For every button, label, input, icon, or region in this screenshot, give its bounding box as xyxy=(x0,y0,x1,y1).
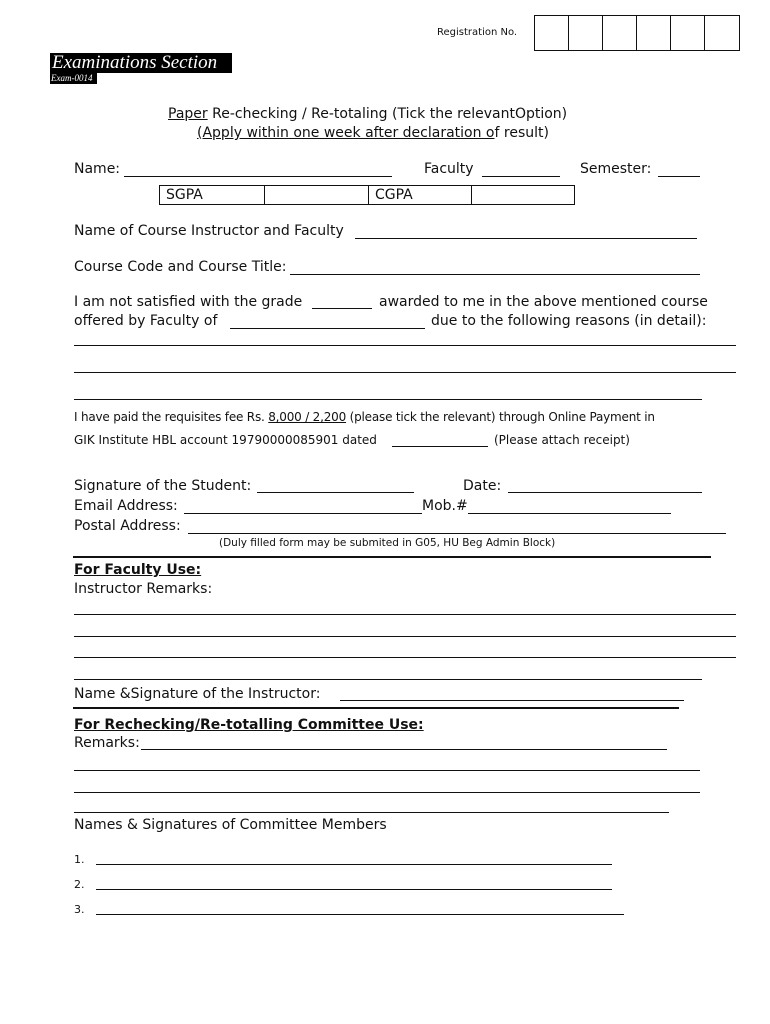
payment-amount: 8,000 / 2,200 xyxy=(268,410,347,424)
sgpa-label: SGPA xyxy=(160,186,265,205)
semester-label: Semester: xyxy=(580,161,652,177)
course-field[interactable] xyxy=(290,274,700,275)
committee-remarks-line[interactable] xyxy=(141,749,667,750)
member-number: 1. xyxy=(74,853,85,866)
submission-note: (Duly filled form may be submited in G05, HU Beg Admin Block) xyxy=(219,537,556,549)
reason-text-1a: I am not satisfied with the grade xyxy=(74,294,303,310)
date-label: Date: xyxy=(463,478,502,494)
grade-table xyxy=(159,185,575,205)
cgpa-value-cell[interactable] xyxy=(472,186,575,205)
instructor-remarks-line[interactable] xyxy=(74,636,736,637)
subtitle-underlined: (Apply within one week after declaration o xyxy=(197,125,495,141)
instructor-remarks-line[interactable] xyxy=(74,679,702,680)
reason-line[interactable] xyxy=(74,399,702,400)
mobile-label: Mob.# xyxy=(422,498,468,514)
email-label: Email Address: xyxy=(74,498,178,514)
mobile-field[interactable] xyxy=(468,513,671,514)
reason-line[interactable] xyxy=(74,345,736,346)
name-field[interactable] xyxy=(124,176,392,177)
instructor-field[interactable] xyxy=(355,238,697,239)
postal-label: Postal Address: xyxy=(74,518,181,534)
reason-line[interactable] xyxy=(74,372,736,373)
section-divider xyxy=(73,556,711,558)
offered-faculty-field[interactable] xyxy=(230,328,425,329)
faculty-field[interactable] xyxy=(482,176,560,177)
sgpa-value-cell[interactable] xyxy=(265,186,369,205)
instructor-sign-label: Name &Signature of the Instructor: xyxy=(74,686,321,702)
cgpa-label: CGPA xyxy=(369,186,472,205)
title-paper: Paper xyxy=(168,106,208,122)
reason-text-2b: due to the following reasons (in detail): xyxy=(431,313,707,329)
reason-text-1b: awarded to me in the above mentioned course xyxy=(379,294,708,310)
section-divider xyxy=(73,707,679,709)
payment-text-2b: (Please attach receipt) xyxy=(494,433,630,447)
title-rechecking: Re-checking / Re-totaling xyxy=(207,106,388,122)
faculty-label: Faculty xyxy=(424,161,474,177)
payment-text-a: I have paid the requisites fee Rs. xyxy=(74,410,265,424)
payment-line-1 xyxy=(74,410,655,424)
member-signature-line[interactable] xyxy=(96,889,612,890)
instructor-remarks-line[interactable] xyxy=(74,657,736,658)
committee-remarks-label: Remarks: xyxy=(74,735,140,751)
signature-label: Signature of the Student: xyxy=(74,478,252,494)
form-code: Exam-0014 xyxy=(50,73,97,84)
postal-field[interactable] xyxy=(188,533,726,534)
committee-remarks-line[interactable] xyxy=(74,770,700,771)
semester-field[interactable] xyxy=(658,176,700,177)
subtitle-rest: f result) xyxy=(494,125,549,141)
name-label: Name: xyxy=(74,161,121,177)
committee-remarks-line[interactable] xyxy=(74,792,700,793)
examinations-section-title: Examinations Section xyxy=(50,53,232,73)
reason-text-2a: offered by Faculty of xyxy=(74,313,218,329)
date-field[interactable] xyxy=(508,492,702,493)
instructor-remarks-line[interactable] xyxy=(74,614,736,615)
payment-text-2a: GIK Institute HBL account 19790000085901 dated xyxy=(74,433,377,447)
registration-box[interactable] xyxy=(603,16,637,50)
committee-members-label: Names & Signatures of Committee Members xyxy=(74,817,387,833)
registration-box[interactable] xyxy=(705,16,739,50)
member-number: 2. xyxy=(74,878,85,891)
registration-number-boxes[interactable] xyxy=(534,15,740,51)
grade-field[interactable] xyxy=(312,308,372,309)
payment-date-field[interactable] xyxy=(392,446,488,447)
registration-box[interactable] xyxy=(569,16,603,50)
instructor-label: Name of Course Instructor and Faculty xyxy=(74,223,344,239)
title-tick: (Tick the relevantOption) xyxy=(387,106,568,122)
instructor-remarks-label: Instructor Remarks: xyxy=(74,581,213,597)
committee-remarks-line[interactable] xyxy=(74,812,669,813)
email-field[interactable] xyxy=(184,513,422,514)
instructor-sign-field[interactable] xyxy=(340,700,684,701)
member-signature-line[interactable] xyxy=(96,914,624,915)
registration-label: Registration No. xyxy=(437,27,518,38)
form-subtitle xyxy=(197,125,549,141)
member-signature-line[interactable] xyxy=(96,864,612,865)
form-title xyxy=(168,106,567,122)
committee-use-heading: For Rechecking/Re-totalling Committee Use: xyxy=(74,717,424,733)
registration-box[interactable] xyxy=(637,16,671,50)
member-number: 3. xyxy=(74,903,85,916)
payment-text-b: (please tick the relevant) through Online Payment in xyxy=(346,410,655,424)
faculty-use-heading: For Faculty Use: xyxy=(74,562,202,578)
signature-field[interactable] xyxy=(257,492,414,493)
course-label: Course Code and Course Title: xyxy=(74,259,287,275)
registration-box[interactable] xyxy=(671,16,705,50)
registration-box[interactable] xyxy=(535,16,569,50)
